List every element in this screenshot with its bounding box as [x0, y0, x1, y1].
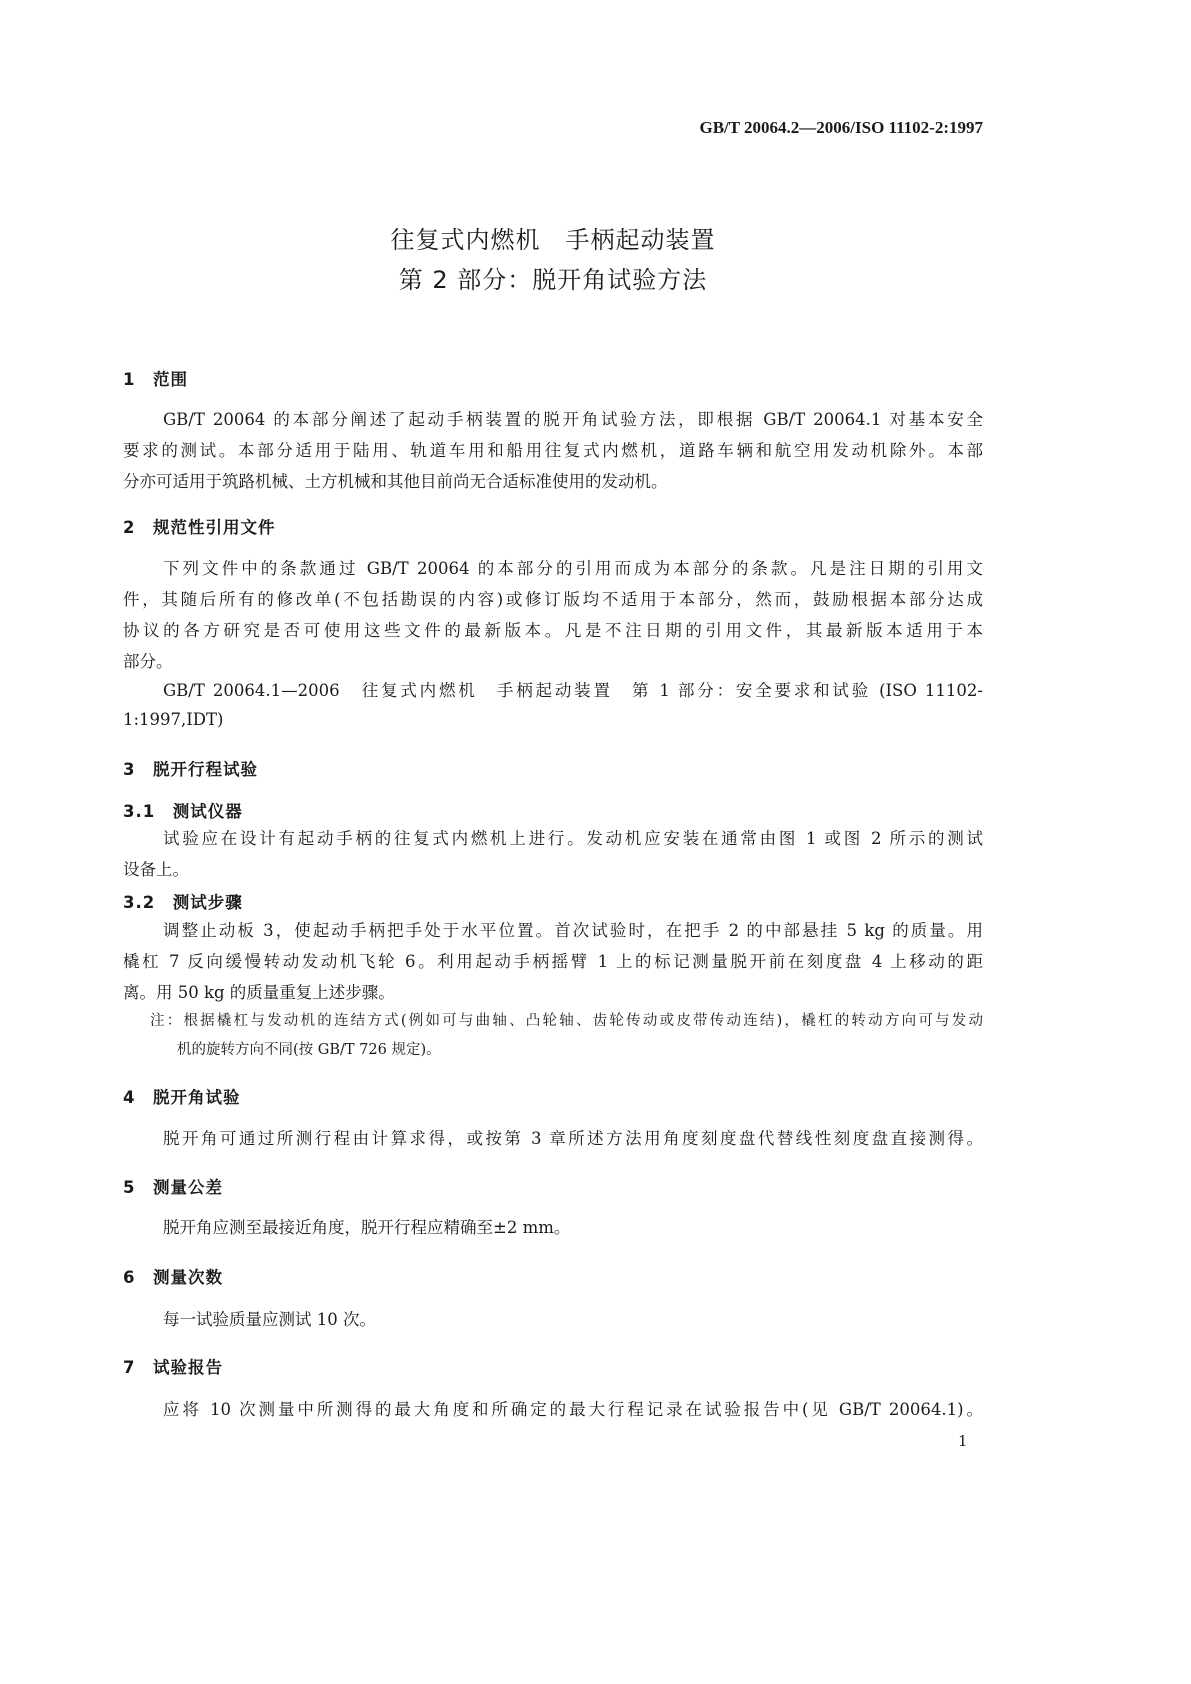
section-7-heading: 7 试验报告	[123, 1358, 223, 1377]
paragraph-line: 离。用 50 kg 的质量重复上述步骤。	[123, 983, 395, 1002]
document-number: GB/T 20064.2—2006/ISO 11102-2:1997	[699, 118, 983, 137]
reference-line: GB/T 20064.1—2006 往复式内燃机 手柄起动装置 第 1 部分：安全要求和试验 (ISO 11102-	[163, 681, 983, 700]
paragraph-line: 每一试验质量应测试 10 次。	[163, 1310, 376, 1329]
paragraph-line: 要求的测试。本部分适用于陆用、轨道车用和船用往复式内燃机，道路车辆和航空用发动机除外。本部	[123, 441, 983, 460]
section-6-heading: 6 测量次数	[123, 1268, 223, 1287]
paragraph-line: 试验应在设计有起动手柄的往复式内燃机上进行。发动机应安装在通常由图 1 或图 2 所示的测试	[163, 829, 983, 848]
note-line: 机的旋转方向不同(按 GB/T 726 规定)。	[177, 1042, 441, 1058]
page-number: 1	[958, 1432, 968, 1450]
paragraph-line: 脱开角应测至最接近角度，脱开行程应精确至±2 mm。	[163, 1218, 571, 1237]
section-2-heading: 2 规范性引用文件	[123, 518, 276, 537]
section-5-heading: 5 测量公差	[123, 1178, 223, 1197]
title-line-2: 第 2 部分：脱开角试验方法	[398, 266, 708, 294]
paragraph-line: 橇杠 7 反向缓慢转动发动机飞轮 6。利用起动手柄摇臂 1 上的标记测量脱开前在刻度盘 4 上移动的距	[123, 952, 983, 971]
section-4-heading: 4 脱开角试验	[123, 1088, 241, 1107]
reference-line: 1:1997,IDT)	[123, 710, 224, 729]
paragraph-line: 部分。	[123, 652, 173, 671]
paragraph-line: 下列文件中的条款通过 GB/T 20064 的本部分的引用而成为本部分的条款。凡是注日期的引用文	[163, 559, 983, 578]
paragraph-line: 设备上。	[123, 860, 189, 879]
section-3-1-heading: 3.1 测试仪器	[123, 802, 243, 821]
paragraph-line: 协议的各方研究是否可使用这些文件的最新版本。凡是不注日期的引用文件，其最新版本适用于本	[123, 621, 983, 640]
paragraph-line: GB/T 20064 的本部分阐述了起动手柄装置的脱开角试验方法，即根据 GB/T 20064.1 对基本安全	[163, 410, 983, 429]
paragraph-line: 分亦可适用于筑路机械、土方机械和其他目前尚无合适标准使用的发动机。	[123, 472, 668, 491]
paragraph-line: 脱开角可通过所测行程由计算求得，或按第 3 章所述方法用角度刻度盘代替线性刻度盘直接测得。	[163, 1129, 983, 1148]
section-3-2-heading: 3.2 测试步骤	[123, 893, 243, 912]
note-line: 注：根据橇杠与发动机的连结方式(例如可与曲轴、凸轮轴、齿轮传动或皮带传动连结)，橇杠的转动方向可与发动	[150, 1013, 983, 1029]
paragraph-line: 件，其随后所有的修改单(不包括勘误的内容)或修订版均不适用于本部分，然而，鼓励根据本部分达成	[123, 590, 983, 609]
paragraph-line: 调整止动板 3，使起动手柄把手处于水平位置。首次试验时，在把手 2 的中部悬挂 5 kg 的质量。用	[163, 921, 983, 940]
section-1-heading: 1 范围	[123, 370, 188, 389]
section-3-heading: 3 脱开行程试验	[123, 760, 258, 779]
title-line-1: 往复式内燃机 手柄起动装置	[390, 226, 716, 254]
paragraph-line: 应将 10 次测量中所测得的最大角度和所确定的最大行程记录在试验报告中(见 GB/T 20064.1)。	[163, 1400, 983, 1419]
